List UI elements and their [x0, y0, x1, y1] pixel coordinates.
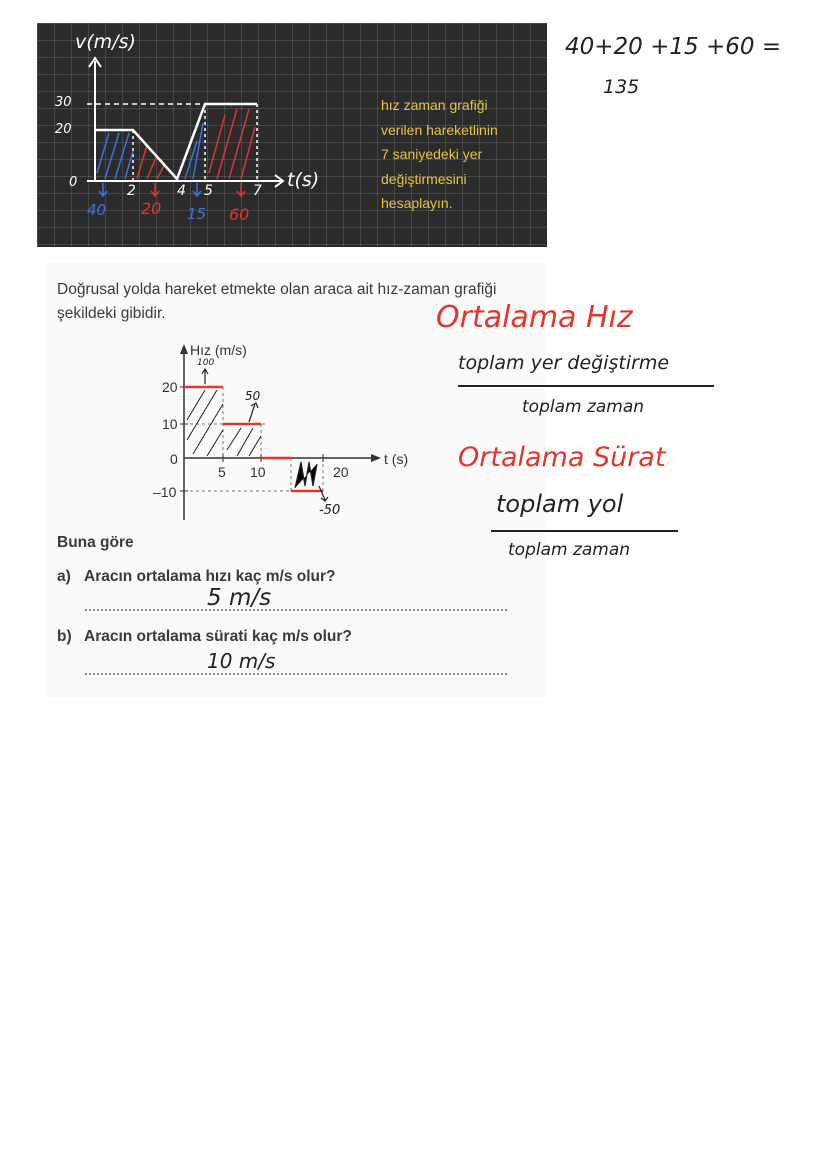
board-y-tick-30: 30 [55, 95, 72, 110]
chart-x-tick-5: 5 [218, 464, 226, 480]
board-y-tick-0: 0 [69, 175, 78, 190]
chart-x-arrow [371, 454, 381, 462]
chart-x-tick-10: 10 [250, 464, 266, 480]
avg-speed-title: Ortalama Sürat [458, 442, 666, 473]
chart-x-tick-20: 20 [333, 464, 349, 480]
question-prompt: Buna göre [57, 534, 134, 551]
board-x-tick-7: 7 [253, 183, 262, 199]
board-question-line-2: verilen hareketlinin [381, 121, 498, 138]
chart-annotation-50: 50 [245, 389, 261, 403]
chart-y-tick-0: 0 [170, 451, 178, 467]
part-b-answer: 10 m/s [207, 649, 276, 673]
board-x-label: t(s) [287, 169, 320, 191]
chart-hatch-area-1 [187, 390, 223, 456]
board-area-blue-hatch [97, 133, 133, 179]
part-a-question: Aracın ortalama hızı kaç m/s olur? [84, 568, 336, 585]
board-x-tick-2: 2 [127, 183, 136, 199]
board-question-line-1: hız zaman grafiği [381, 97, 488, 113]
whiteboard-panel [37, 23, 547, 247]
chart-y-label: Hız (m/s) [190, 342, 247, 358]
board-question [381, 93, 541, 216]
board-question-line-4: değiştirmesini [381, 170, 467, 187]
board-y-label: v(m/s) [75, 31, 136, 53]
avg-velocity-numerator: toplam yer değiştirme [458, 352, 670, 374]
board-area-label-40: 40 [87, 201, 107, 219]
part-b-marker: b) [57, 628, 72, 645]
board-y-tick-20: 20 [55, 122, 72, 137]
part-a-answer: 5 m/s [207, 585, 272, 611]
chart-x-label: t (s) [384, 451, 409, 467]
part-b-question: Aracın ortalama sürati kaç m/s olur? [84, 628, 352, 645]
avg-velocity-title: Ortalama Hız [436, 300, 633, 335]
board-area-label-60: 60 [229, 205, 250, 224]
chart-scribble-area-3 [295, 462, 317, 488]
avg-velocity-fraction-bar [458, 385, 714, 387]
chart-annotation-minus50: -50 [319, 503, 341, 518]
chart-annotation-arrows [202, 369, 328, 501]
chart-y-arrow [180, 344, 188, 354]
board-x-tick-4: 4 [177, 183, 186, 199]
avg-velocity-denominator: toplam zaman [522, 397, 645, 417]
chart-y-tick-minus10: –10 [153, 484, 177, 500]
board-label-arrows [99, 183, 245, 196]
part-a-marker: a) [57, 568, 71, 585]
avg-speed-numerator: toplam yol [496, 490, 624, 518]
part-a-answer-line [85, 592, 507, 611]
avg-speed-fraction-bar [491, 530, 678, 532]
board-question-line-5: hesaplayın. [381, 195, 453, 211]
board-x-tick-5: 5 [204, 183, 213, 199]
part-b-answer-line [85, 656, 507, 675]
chart-y-tick-10: 10 [162, 416, 178, 432]
chart-hatch-area-2 [227, 428, 261, 456]
side-sum: 40+20 +15 +60 = [565, 34, 782, 60]
avg-speed-denominator: toplam zaman [508, 540, 631, 560]
question-text: Doğrusal yolda hareket etmekte olan araca ait hız-zaman grafiği şekildeki gibidir. [57, 281, 497, 322]
side-result: 135 [603, 76, 640, 98]
chart-y-tick-20: 20 [162, 379, 178, 395]
velocity-time-chart [145, 340, 425, 530]
board-area-label-20: 20 [141, 199, 162, 218]
board-area-label-15: 15 [187, 205, 207, 223]
board-question-line-3: 7 saniyedeki yer [381, 146, 483, 162]
board-area-red2-hatch [209, 109, 255, 179]
chart-annotation-100: 100 [197, 358, 215, 368]
